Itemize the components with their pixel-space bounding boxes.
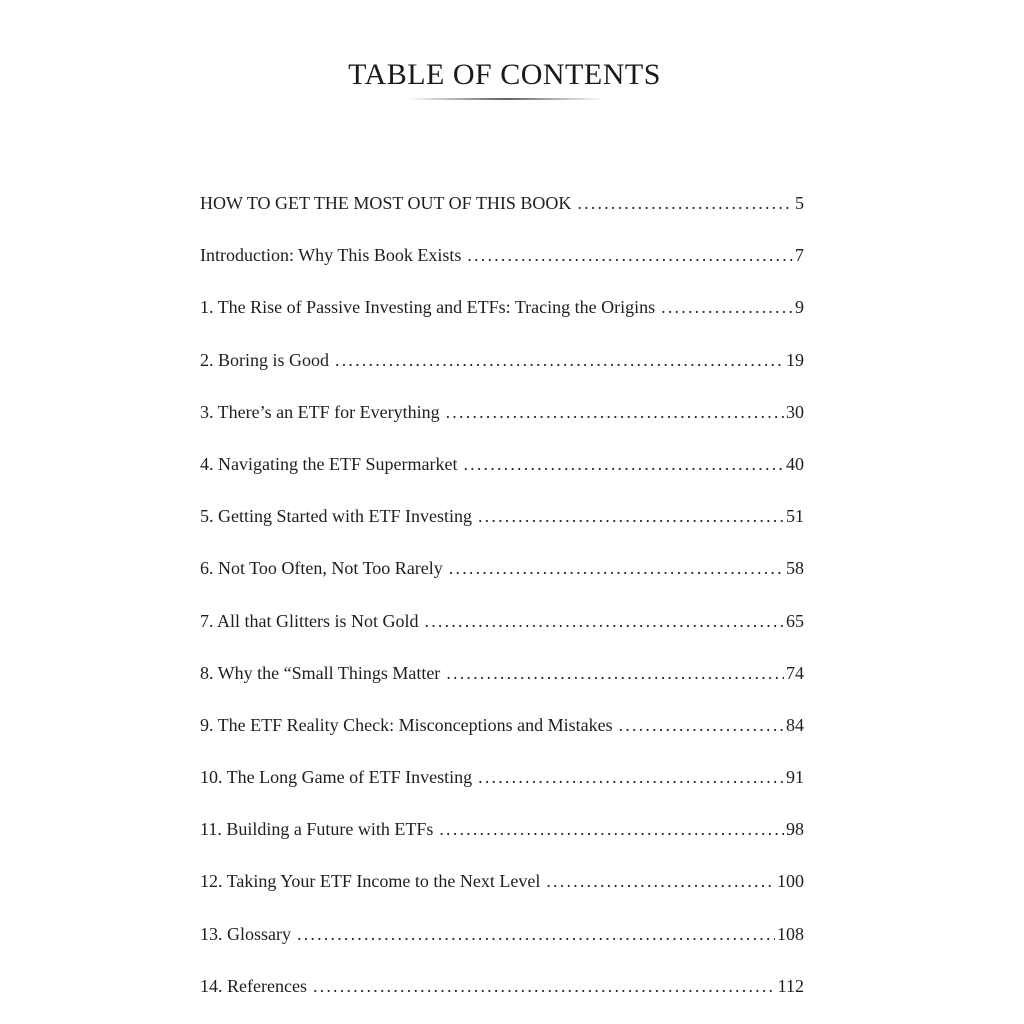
toc-entry[interactable] bbox=[200, 240, 804, 292]
toc-entry[interactable] bbox=[200, 866, 804, 918]
toc-dot-leader bbox=[478, 762, 784, 792]
toc-entry[interactable] bbox=[200, 345, 804, 397]
toc-entry-title: 9. The ETF Reality Check: Misconceptions and Mistakes bbox=[200, 714, 613, 735]
toc-dot-leader bbox=[478, 501, 784, 531]
toc-entry-page: 51 bbox=[786, 506, 804, 527]
toc-entry[interactable] bbox=[200, 971, 804, 1023]
toc-dot-leader bbox=[546, 866, 775, 896]
toc-entry-page: 84 bbox=[786, 714, 804, 735]
toc-entry-title: 12. Taking Your ETF Income to the Next Level bbox=[200, 871, 541, 892]
toc-entry-page: 7 bbox=[795, 245, 804, 266]
toc-entry-title: 5. Getting Started with ETF Investing bbox=[200, 506, 472, 527]
toc-entry-title: 2. Boring is Good bbox=[200, 349, 330, 370]
toc-entry-page: 98 bbox=[786, 819, 804, 840]
toc-entry[interactable] bbox=[200, 919, 804, 971]
toc-entry[interactable] bbox=[200, 449, 804, 501]
toc-entry-page: 40 bbox=[786, 453, 804, 474]
toc-entry-title: Introduction: Why This Book Exists bbox=[200, 245, 462, 266]
page-title: TABLE OF CONTENTS bbox=[348, 58, 661, 91]
toc-entry-page: 5 bbox=[795, 193, 804, 213]
toc-dot-leader bbox=[467, 240, 793, 270]
toc-entry[interactable] bbox=[200, 553, 804, 605]
toc-entry[interactable] bbox=[200, 292, 804, 344]
toc-entry[interactable] bbox=[200, 814, 804, 866]
toc-entry-page: 19 bbox=[786, 349, 804, 370]
toc-dot-leader bbox=[335, 345, 784, 375]
toc-dot-leader bbox=[661, 292, 793, 322]
toc-entry-page: 65 bbox=[786, 610, 804, 631]
toc-dot-leader bbox=[619, 710, 784, 740]
toc-dot-leader bbox=[446, 658, 784, 688]
toc-entry[interactable] bbox=[200, 658, 804, 710]
toc-dot-leader bbox=[446, 397, 784, 427]
toc-entry-title: 8. Why the “Small Things Matter bbox=[200, 662, 441, 683]
toc-entry-title: 13. Glossary bbox=[200, 923, 291, 944]
toc-entry-page: 100 bbox=[777, 871, 804, 892]
toc-entry-page: 91 bbox=[786, 767, 804, 788]
toc-entry-page: 58 bbox=[786, 558, 804, 579]
toc-entry-page: 108 bbox=[777, 923, 804, 944]
toc-entry-page: 9 bbox=[795, 297, 804, 318]
toc-entry-page: 112 bbox=[777, 975, 804, 996]
toc-entry-title: 7. All that Glitters is Not Gold bbox=[200, 610, 419, 631]
toc-dot-leader bbox=[439, 814, 784, 844]
toc-dot-leader bbox=[425, 606, 785, 636]
toc-entry-title: 14. References bbox=[200, 975, 307, 996]
toc-entry-title: 10. The Long Game of ETF Investing bbox=[200, 767, 473, 788]
toc-entry[interactable] bbox=[200, 188, 804, 240]
toc-entry-title: 11. Building a Future with ETFs bbox=[200, 819, 434, 840]
toc-dot-leader bbox=[313, 971, 776, 1001]
toc-dot-leader bbox=[449, 553, 784, 583]
toc-entry[interactable] bbox=[200, 397, 804, 449]
toc-entry-page: 30 bbox=[786, 401, 804, 422]
toc-dot-leader bbox=[577, 188, 793, 218]
toc-entry[interactable] bbox=[200, 710, 804, 762]
toc-entry-title: 1. The Rise of Passive Investing and ETFs: Tracing the Origins bbox=[200, 297, 656, 318]
toc-dot-leader bbox=[297, 919, 775, 949]
title-underline bbox=[408, 98, 604, 100]
toc-list bbox=[200, 188, 804, 1023]
toc-entry-page: 74 bbox=[786, 662, 804, 683]
toc-entry-title: 6. Not Too Often, Not Too Rarely bbox=[200, 558, 443, 579]
toc-entry[interactable] bbox=[200, 762, 804, 814]
toc-entry-title: 4. Navigating the ETF Supermarket bbox=[200, 453, 458, 474]
toc-entry[interactable] bbox=[200, 606, 804, 658]
toc-entry[interactable] bbox=[200, 501, 804, 553]
toc-dot-leader bbox=[463, 449, 784, 479]
toc-entry-title: HOW TO GET THE MOST OUT OF THIS BOOK bbox=[200, 193, 572, 213]
toc-entry-title: 3. There’s an ETF for Everything bbox=[200, 401, 440, 422]
